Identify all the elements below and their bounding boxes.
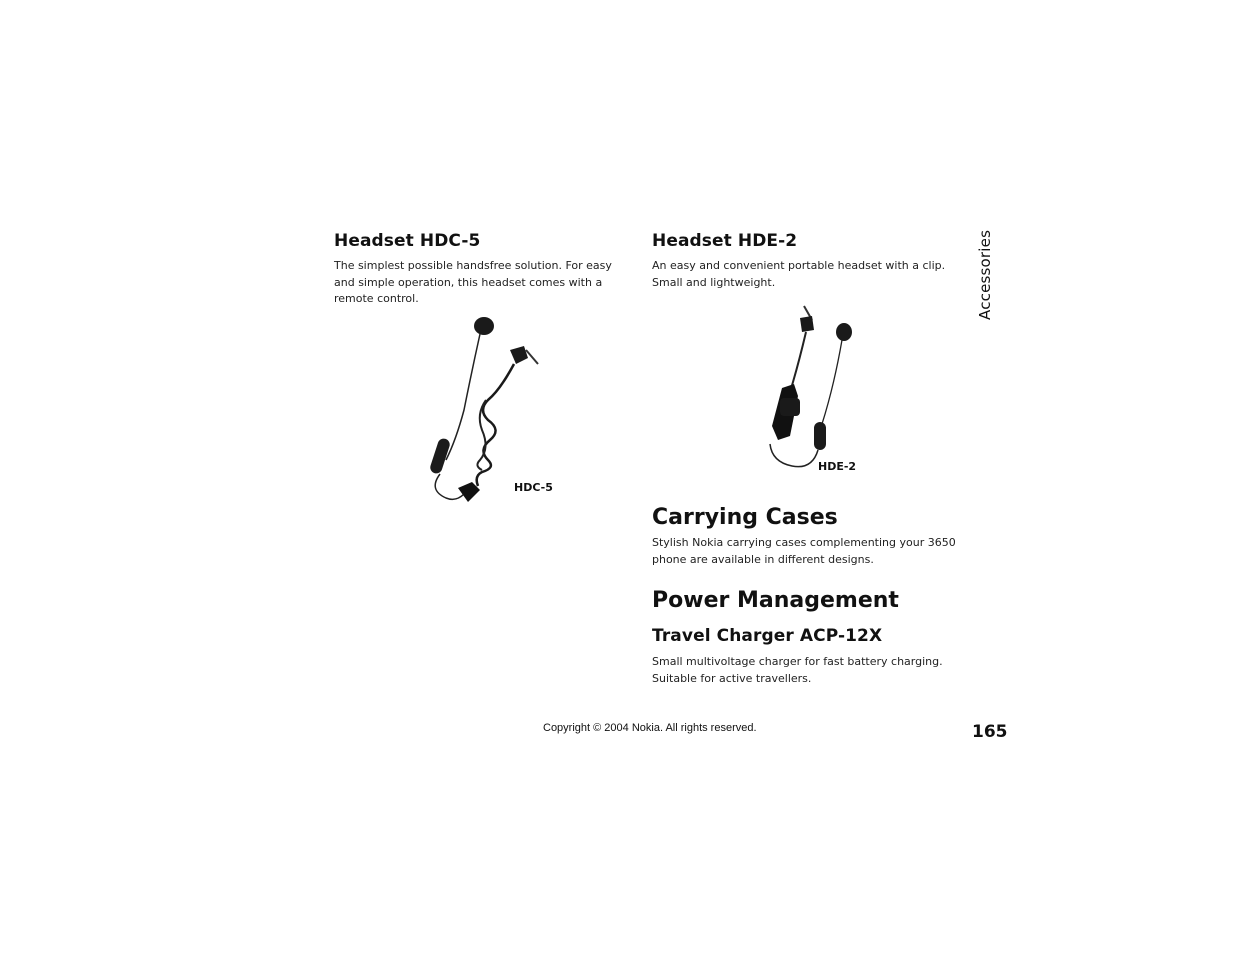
carrying-cases-description: Stylish Nokia carrying cases complementing your 3650 phone are available in different designs. <box>652 536 956 566</box>
hde2-caption: HDE-2 <box>818 460 857 473</box>
section-tab-accessories: Accessories <box>976 229 994 320</box>
carrying-cases-title: Carrying Cases <box>652 505 838 530</box>
hde2-description: An easy and convenient portable headset with a clip. Small and lightweight. <box>652 259 946 289</box>
page-number: 165 <box>972 722 1008 742</box>
hdc5-caption: HDC-5 <box>514 481 553 494</box>
hdc5-description: The simplest possible handsfree solution. For easy and simple operation, this headset comes with a remote control. <box>334 259 612 305</box>
copyright-notice: Copyright © 2004 Nokia. All rights reserved. <box>543 722 757 734</box>
travel-charger-heading: Travel Charger ACP-12X <box>652 626 883 646</box>
hdc5-headset-image <box>416 310 556 505</box>
hde2-heading: Headset HDE-2 <box>652 231 798 251</box>
power-management-title: Power Management <box>652 588 899 613</box>
hdc5-heading: Headset HDC-5 <box>334 231 481 251</box>
hde2-headset-image <box>742 296 860 478</box>
travel-charger-description: Small multivoltage charger for fast battery charging. Suitable for active travellers. <box>652 655 943 685</box>
